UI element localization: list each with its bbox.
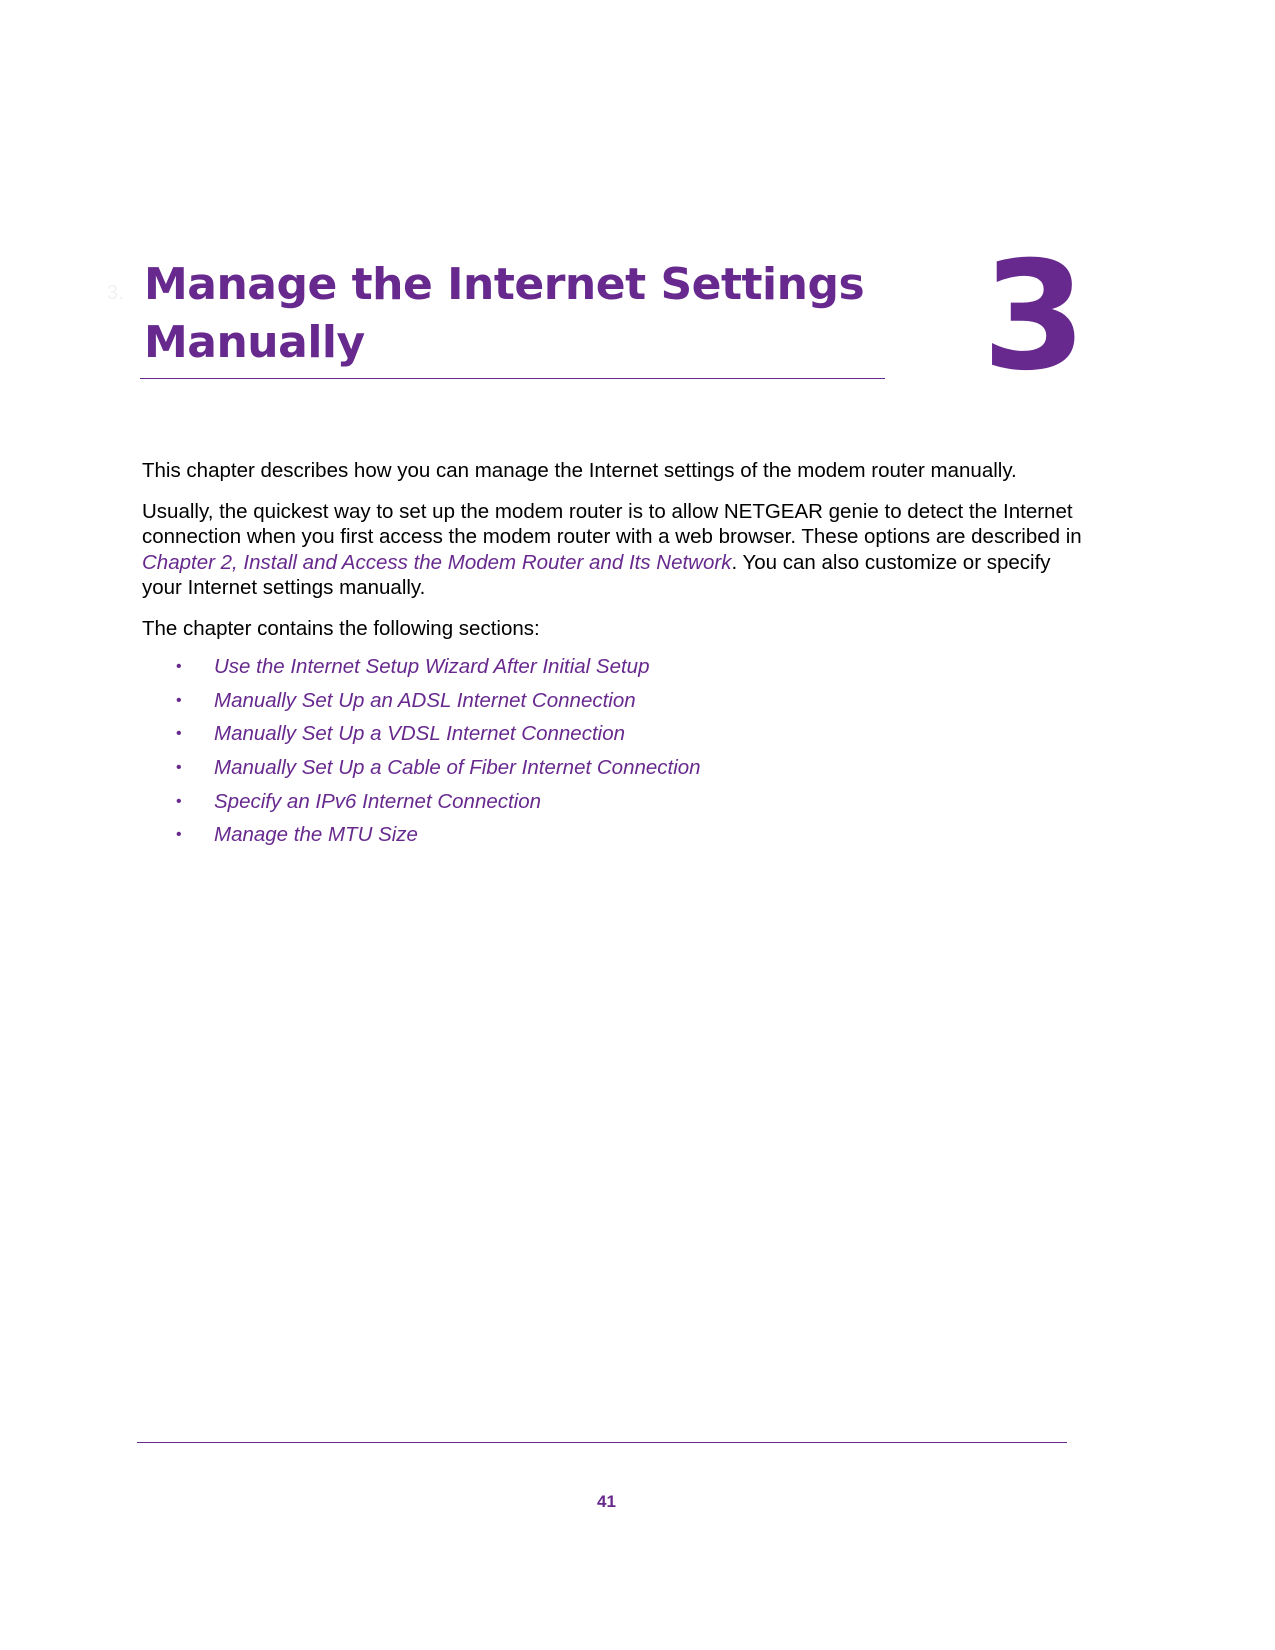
bullet-icon: • bbox=[176, 759, 182, 777]
chapter-number: 3 bbox=[982, 230, 1087, 404]
section-link[interactable]: Manually Set Up a Cable of Fiber Internet Connection bbox=[214, 756, 701, 780]
chapter-title-line1: Manage the Internet Settings bbox=[144, 259, 865, 310]
list-item bbox=[142, 690, 1082, 724]
list-item bbox=[142, 824, 1082, 858]
list-item bbox=[142, 757, 1082, 791]
title-divider bbox=[140, 378, 885, 379]
chapter-title bbox=[144, 256, 884, 372]
overview-text: Usually, the quickest way to set up the modem router is to allow NETGEAR genie to detect the Internet connection when you first access the modem router with a web browser. These options are described in bbox=[142, 499, 1082, 548]
chapter-body bbox=[142, 458, 1082, 858]
overview-paragraph bbox=[142, 499, 1082, 601]
section-link[interactable]: Manually Set Up an ADSL Internet Connection bbox=[214, 688, 636, 712]
list-item bbox=[142, 656, 1082, 690]
page-number: 41 bbox=[597, 1492, 616, 1511]
bullet-icon: • bbox=[176, 826, 182, 844]
section-link[interactable]: Use the Internet Setup Wizard After Initial Setup bbox=[214, 655, 650, 678]
section-list bbox=[142, 656, 1082, 858]
intro-paragraph: This chapter describes how you can manage the Internet settings of the modem router manually. bbox=[142, 459, 1017, 482]
bullet-icon: • bbox=[176, 658, 182, 675]
sections-intro: The chapter contains the following sections: bbox=[142, 616, 540, 640]
section-link[interactable]: Manually Set Up a VDSL Internet Connection bbox=[214, 722, 626, 746]
overview-text-end: . You can also customize or specify your Internet settings manually. bbox=[142, 550, 1051, 599]
chapter-label-faint: 3. bbox=[107, 282, 124, 304]
bullet-icon: • bbox=[176, 725, 182, 743]
bullet-icon: • bbox=[176, 691, 182, 709]
list-item bbox=[142, 791, 1082, 825]
footer-divider bbox=[137, 1442, 1067, 1443]
chapter-title-line2: Manually bbox=[144, 317, 365, 368]
bullet-icon: • bbox=[176, 792, 182, 810]
section-link[interactable]: Manage the MTU Size bbox=[214, 823, 418, 847]
chapter-2-link[interactable]: Chapter 2, Install and Access the Modem Router and Its Network bbox=[142, 550, 732, 574]
section-link[interactable]: Specify an IPv6 Internet Connection bbox=[214, 789, 542, 813]
list-item bbox=[142, 723, 1082, 757]
